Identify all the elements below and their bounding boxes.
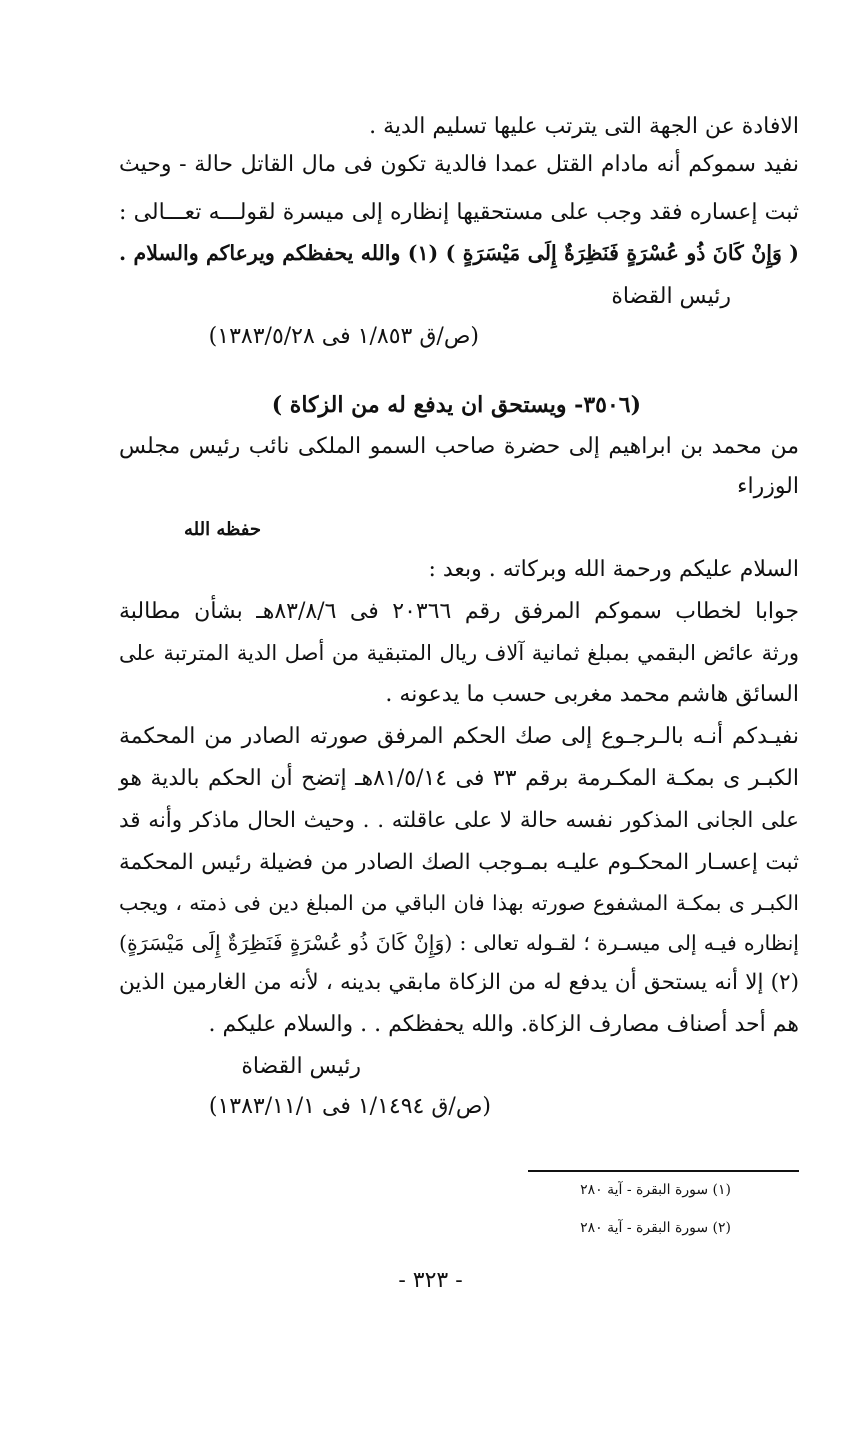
- text-line: نفيد سموكم أنه مادام القتل عمدا فالدية تكون فى مال القاتل حالة - وحيث: [119, 152, 799, 177]
- footnote: (٢) سورة البقرة - آية ٢٨٠: [580, 1220, 731, 1236]
- greeting: السلام عليكم ورحمة الله وبركاته . وبعد :: [428, 557, 799, 582]
- text-line: ورثة عائض البقمي بمبلغ ثمانية آلاف ريال المتبقية من أصل الدية المترتبة على: [119, 641, 799, 665]
- text-line: الكبـر ى بمكـة المشفوع صورته بهذا فان الباقي من المبلغ دين فى ذمته ، ويجب: [119, 891, 799, 915]
- text-line: الافادة عن الجهة التى يترتب عليها تسليم الدية .: [369, 114, 799, 139]
- text-line: ثبت إعسـار المحكـوم عليـه بمـوجب الصك الصادر من فضيلة رئيس المحكمة: [119, 850, 799, 875]
- text-line: (٢) إلا أنه يستحق أن يدفع له من الزكاة مابقي بدينه ، لأنه من الغارمين الذين: [119, 970, 799, 995]
- text-line: من محمد بن ابراهيم إلى حضرة صاحب السمو الملكى نائب رئيس مجلس: [119, 434, 799, 459]
- text-line: الكبـر ى بمكـة المكـرمة برقم ٣٣ فى ٨١/٥/١٤هـ إتضح أن الحكم بالدية هو: [119, 766, 799, 791]
- text-line: ثبت إعساره فقد وجب على مستحقيها إنظاره إلى ميسرة لقولـــه تعـــالى :: [119, 200, 799, 225]
- section-heading: (٣٥٠٦- ويستحق ان يدفع له من الزكاة ): [271, 392, 641, 418]
- signature: رئيس القضاة: [611, 284, 731, 309]
- text-line: السائق هاشم محمد مغربى حسب ما يدعونه .: [385, 682, 799, 707]
- text-line: ( وَإِنْ كَانَ ذُو عُسْرَةٍ فَنَظِرَةٌ إِلَى مَيْسَرَةٍ ) (١) والله يحفظكم ويرعاكم والسلام .: [119, 241, 799, 265]
- reference: (ص/ق ١/٨٥٣ فى ١٣٨٣/٥/٢٨): [208, 324, 479, 349]
- page-number: - ٣٢٣ -: [398, 1268, 463, 1293]
- text-line: إنظاره فيـه إلى ميسـرة ؛ لقـوله تعالى : (وَإِنْ كَانَ ذُو عُسْرَةٍ فَنَظِرَةٌ إِلَى مَيْسَرَةٍ): [119, 931, 799, 955]
- footnote: (١) سورة البقرة - آية ٢٨٠: [580, 1182, 731, 1198]
- honorific: حفظه الله: [183, 519, 261, 540]
- footnote-rule: [528, 1170, 799, 1172]
- reference: (ص/ق ١/١٤٩٤ فى ١٣٨٣/١١/١): [208, 1094, 491, 1119]
- text-line: على الجانى المذكور نفسه حالة لا على عاقلته . . وحيث الحال ماذكر وأنه قد: [119, 808, 799, 833]
- text-line: جوابا لخطاب سموكم المرفق رقم ٢٠٣٦٦ فى ٨٣/٨/٦هـ بشأن مطالبة: [119, 599, 800, 624]
- text-line: الوزراء: [737, 474, 799, 499]
- text-line: هم أحد أصناف مصارف الزكاة. والله يحفظكم . . والسلام عليكم .: [208, 1012, 799, 1037]
- signature: رئيس القضاة: [241, 1054, 361, 1079]
- text-line: نفيـدكم أنـه بالـرجـوع إلى صك الحكم المرفق صورته الصادر من المحكمة: [119, 724, 799, 749]
